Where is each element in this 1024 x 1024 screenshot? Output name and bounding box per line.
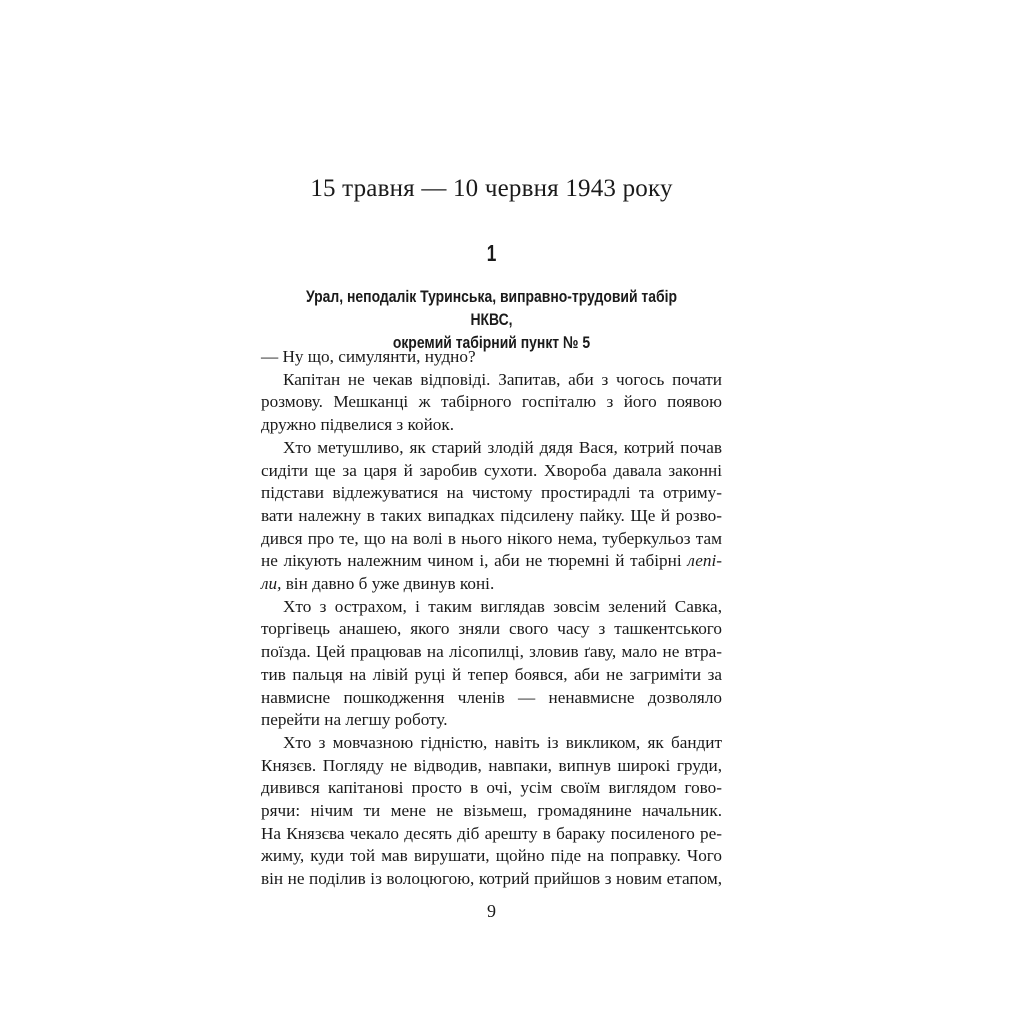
text-segment: не лікують належним чином і, аби не тюремні й табірні bbox=[261, 551, 688, 571]
book-page bbox=[261, 0, 722, 1024]
location-heading-line-1: Урал, неподалік Туринська, виправно-трудовий табір НКВС, bbox=[305, 287, 678, 329]
text-line: тив пальця на лівій руці й тепер боявся, аби не загриміти за bbox=[261, 664, 722, 684]
paragraph-2 bbox=[261, 369, 722, 437]
text-line: торгівець анашею, якого зняли свого часу з ташкентського bbox=[261, 619, 722, 639]
text-line: розмову. Мешканці ж табірного госпіталю з його появою bbox=[261, 392, 722, 412]
location-heading bbox=[286, 285, 697, 354]
text-line: сидіти ще за царя й заробив сухоти. Хвороба давала законні bbox=[261, 460, 722, 480]
text-line bbox=[261, 573, 722, 596]
paragraph-3 bbox=[261, 437, 722, 596]
text-line: — Ну що, симулянти, нудно? bbox=[261, 347, 476, 366]
text-line bbox=[261, 550, 722, 573]
text-line: перейти на легшу роботу. bbox=[261, 710, 448, 730]
text-line: вати належну в таких випадках підсилену пайку. Ще й розво- bbox=[261, 505, 722, 525]
text-line: жиму, куди той мав вирушати, щойно піде на поправку. Чого bbox=[261, 846, 722, 866]
text-line: дивився капітанові просто в очі, усім своїм виглядом гово- bbox=[261, 778, 722, 798]
text-line: дружно підвелися з койок. bbox=[261, 415, 455, 435]
paragraph-5 bbox=[261, 732, 722, 891]
location-heading-line-2: окремий табірний пункт № 5 bbox=[392, 333, 591, 352]
text-line: він не поділив із волоцюгою, котрий прийшов з новим етапом, bbox=[261, 869, 722, 889]
text-line: Хто метушливо, як старий злодій дядя Вася, котрий почав bbox=[283, 437, 722, 457]
text-line: підстави відлежуватися на чистому простирадлі та отриму- bbox=[261, 483, 722, 503]
paragraph-4 bbox=[261, 596, 722, 732]
text-line: Хто з острахом, і таким виглядав зовсім зелений Савка, bbox=[283, 596, 722, 616]
text-line: дився про те, що на волі в нього нікого нема, туберкульоз там bbox=[261, 528, 722, 548]
text-line: Капітан не чекав відповіді. Запитав, аби з чогось почати bbox=[283, 369, 722, 389]
body-text bbox=[261, 346, 722, 891]
page-number: 9 bbox=[487, 901, 496, 921]
text-line: навмисне пошкодження членів — ненавмисне дозволяло bbox=[261, 687, 722, 707]
text-line: Князєв. Погляду не відводив, навпаки, випнув широкі груди, bbox=[261, 755, 722, 775]
italic-word: ли, bbox=[261, 574, 282, 594]
text-line: На Князєва чекало десять діб арешту в бараку посиленого ре- bbox=[261, 823, 722, 843]
section-title: 15 травня — 10 червня 1943 року bbox=[310, 175, 673, 202]
text-line: рячи: нічим ти мене не візьмеш, громадянине начальник. bbox=[261, 801, 722, 821]
chapter-number: 1 bbox=[486, 240, 497, 266]
text-line: поїзда. Цей працював на лісопилці, зловив ґаву, мало не втра- bbox=[261, 642, 722, 662]
text-segment: він давно б уже двинув коні. bbox=[281, 574, 495, 594]
text-line: Хто з мовчазною гідністю, навіть із викликом, як бандит bbox=[283, 732, 722, 752]
paragraph-1 bbox=[261, 346, 722, 369]
italic-word: лепі- bbox=[687, 551, 722, 571]
